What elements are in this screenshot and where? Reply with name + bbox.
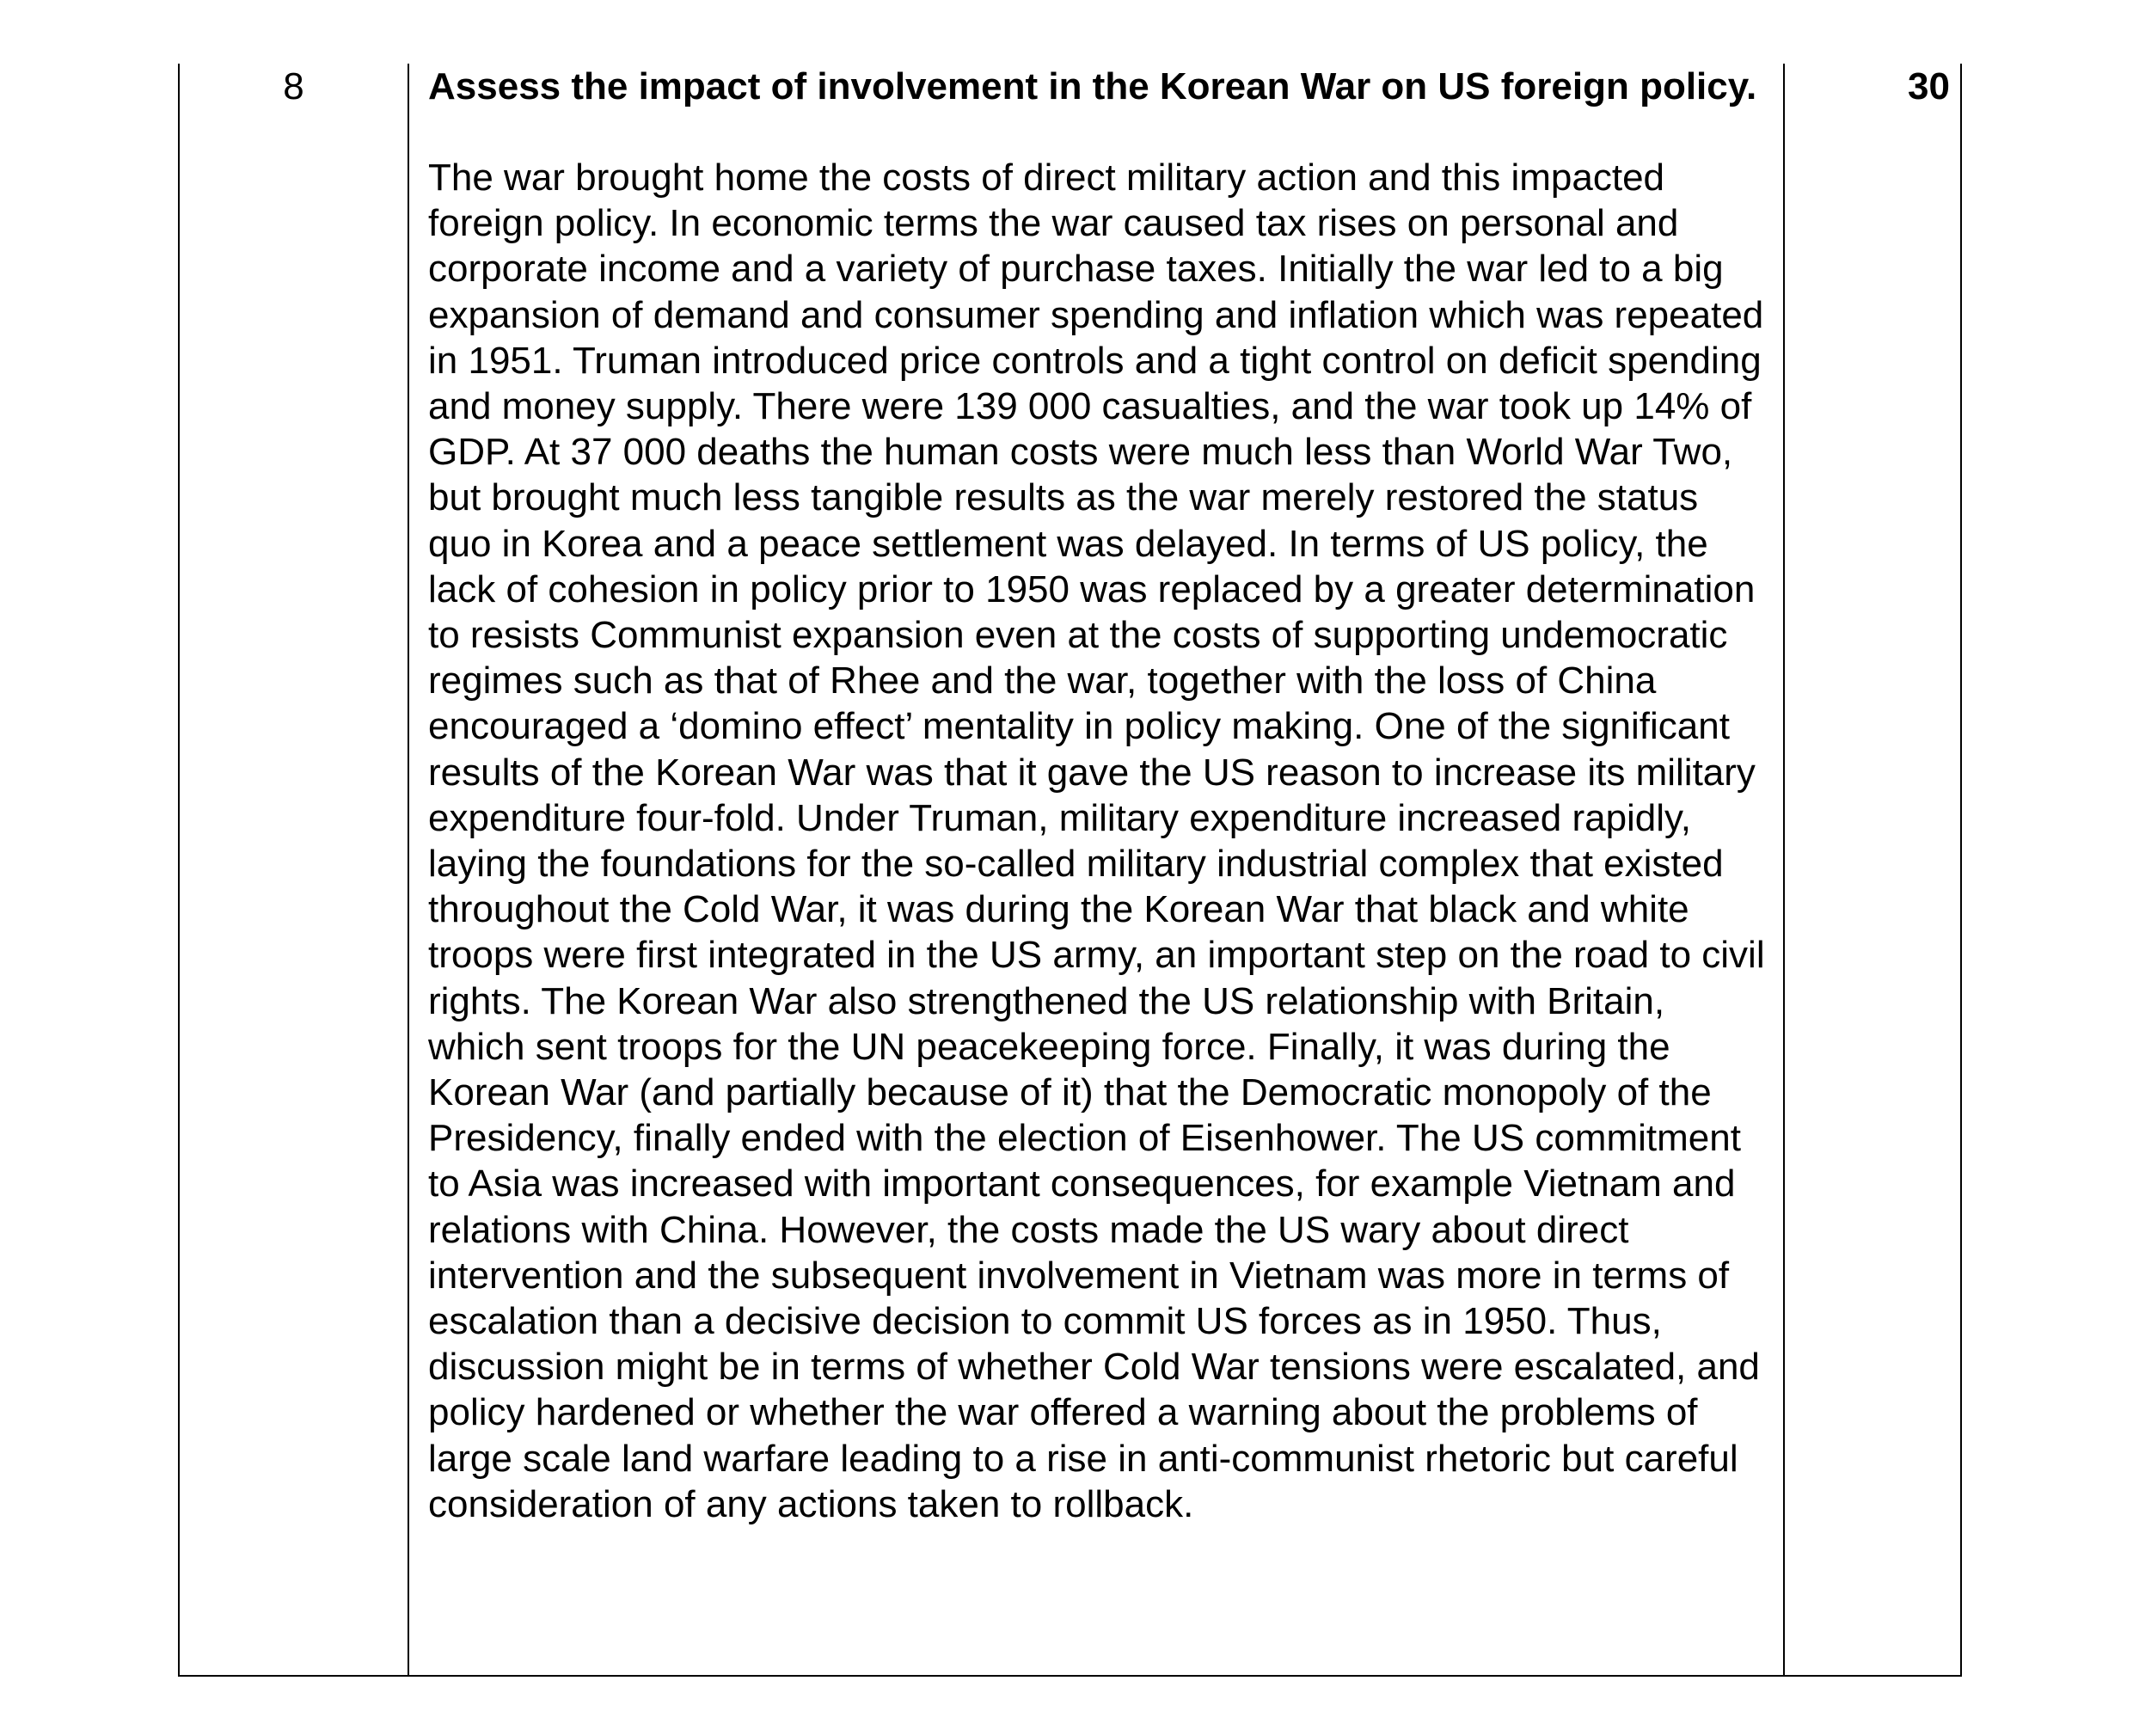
indicative-content: The war brought home the costs of direct military action and this impacted foreign policy. In economic terms the war caused tax rises on personal and corporate income and a variety of purchase taxes. Initially the war led to a big expansion of demand and consumer spending and inflation which was repeated in 1951. Truman introduced price controls and a tight control on deficit spending and money supply. There were 139 000 casualties, and the war took up 14% of GDP. At 37 000 deaths the human costs were much less than World War Two, but brought much less tangible results as the war merely restored the status quo in Korea and a peace settlement was delayed. In terms of US policy, the lack of cohesion in policy prior to 1950 was replaced by a greater determination to resists Communist expansion even at the costs of supporting undemocratic regimes such as that of Rhee and the war, together with the loss of China encouraged a ‘domino effect’ mentality in policy making. One of the significant results of the Korean War was that it gave the US reason to increase its military expenditure four-fold. Under Truman, military expenditure increased rapidly, laying the foundations for the so-called military industrial complex that existed throughout the Cold War, it was during the Korean War that black and white troops were first integrated in the US army, an important step on the road to civil rights. The Korean War also strengthened the US relationship with Britain, which sent troops for the UN peacekeeping force. Finally, it was during the Korean War (and partially because of it) that the Democratic monopoly of the Presidency, finally ended with the election of Eisenhower. The US commitment to Asia was increased with important consequences, for example Vietnam and relations with China. However, the costs made the US wary about direct intervention and the subsequent involvement in Vietnam was more in terms of escalation than a decisive decision to commit US forces as in 1950. Thus, discussion might be in terms of whether Cold War tensions were escalated, and policy hardened or whether the war offered a warning about the problems of large scale land warfare leading to a rise in anti-communist rhetoric but careful consideration of any actions taken to rollback. xyxy=(428,156,1765,1525)
question-prompt: Assess the impact of involvement in the Korean War on US foreign policy. xyxy=(428,65,1757,107)
mark-scheme-table xyxy=(178,64,1962,1677)
column-divider xyxy=(1783,64,1785,1675)
question-marks: 30 xyxy=(1908,65,1950,107)
question-cell xyxy=(428,64,1769,1527)
question-number: 8 xyxy=(283,65,304,107)
column-divider xyxy=(408,64,409,1675)
